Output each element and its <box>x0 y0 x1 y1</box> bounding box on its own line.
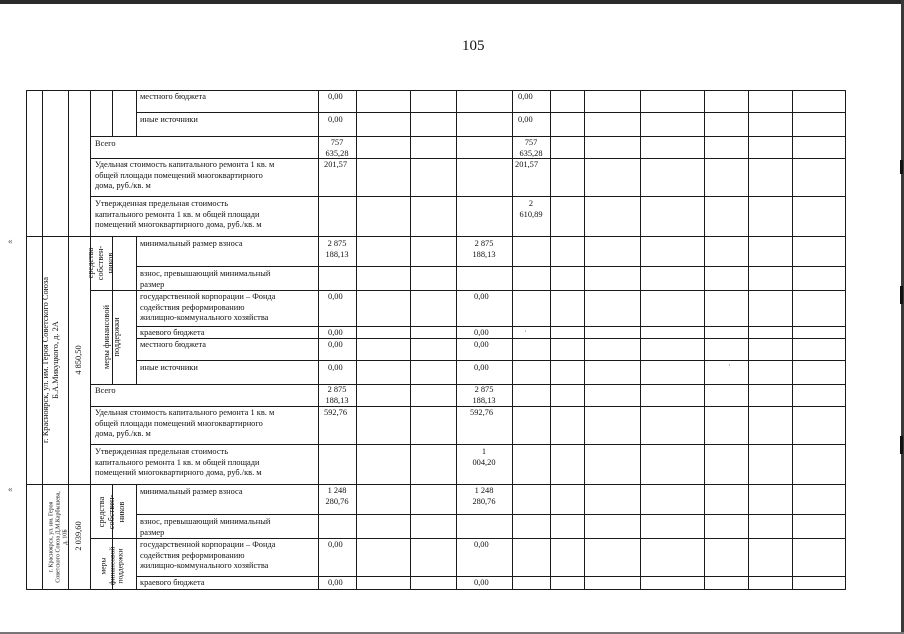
label-specific-cost: Удельная стоимость капитального ремонта 1 кв. м общей площади помещений многоквартирного дома, руб./кв. м <box>95 408 275 438</box>
label-other-sources: иные источники <box>140 115 198 124</box>
support-measures-label: меры финансовой поддержки <box>102 305 121 369</box>
label-total: Всего <box>95 386 116 395</box>
owners-funds-label: средства собствен- ников <box>97 494 126 530</box>
cell-value: 2 875 188,13 <box>325 385 349 405</box>
building-address: г. Красноярск, ул. им. Героя Советского Союза Д.М.Карбышева, д. 10Б <box>48 491 69 583</box>
cell-value: 0,00 <box>328 540 343 549</box>
label-regional-budget: краевого бюджета <box>140 328 205 337</box>
cell-value: 0,00 <box>328 363 343 372</box>
cell-value: 2 875 188,13 <box>472 385 496 405</box>
cell-value: 0,00 <box>328 328 343 337</box>
label-total: Всего <box>95 139 116 148</box>
label-state-corp: государственной корпорации – Фонда содействия реформированию жилищно-коммунального хозяйства <box>140 540 276 570</box>
label-approved-cost: Утвержденная предельная стоимость капитального ремонта 1 кв. м общей площади помещений многоквартирного дома, руб./кв. м <box>95 199 262 229</box>
cell-value: 592,76 <box>470 408 494 417</box>
owners-funds-label: средства собствен- ников <box>86 245 115 281</box>
cell-value: 0,00 <box>474 292 489 301</box>
label-local-budget: местного бюджета <box>140 340 207 349</box>
label-other-sources: иные источники <box>140 363 198 372</box>
cell-value: 0,00 <box>474 363 489 372</box>
cell-value: 1 004,20 <box>472 447 496 467</box>
cell-value: 757 635,28 <box>325 138 349 158</box>
cell-value: 0,00 <box>474 578 489 587</box>
building-address: г. Красноярск, ул. им. Героя Советского Союза Б.А.Микуцкого, д. 2А <box>41 277 60 443</box>
building-area: 2 039,60 <box>74 521 83 551</box>
side-mark: « <box>8 236 13 246</box>
side-mark: « <box>8 484 13 494</box>
label-min-contribution: минимальный размер взноса <box>140 487 243 496</box>
cell-value: 0,00 <box>328 92 343 101</box>
cell-value: 1 248 280,76 <box>472 486 496 506</box>
cell-value: 0,00 <box>518 92 533 101</box>
cell-value: 757 635,28 <box>519 138 543 158</box>
cell-value: 201,57 <box>515 160 539 169</box>
label-approved-cost: Утвержденная предельная стоимость капитального ремонта 1 кв. м общей площади помещений многоквартирного дома, руб./кв. м <box>95 447 262 477</box>
cell-value: 0,00 <box>328 578 343 587</box>
cell-value: 0,00 <box>328 340 343 349</box>
cell-value: 2 875 188,13 <box>472 239 496 259</box>
label-excess-contribution: взнос, превышающий минимальный размер <box>140 269 271 289</box>
cell-value: 0,00 <box>328 115 343 124</box>
cell-value: 0,00 <box>328 292 343 301</box>
page-number: 105 <box>462 38 485 54</box>
cell-value: 0,00 <box>474 540 489 549</box>
cell-value: 2 610,89 <box>519 199 543 219</box>
cell-value: 0,00 <box>474 328 489 337</box>
label-excess-contribution: взнос, превышающий минимальный размер <box>140 517 271 537</box>
support-measures-label: меры финансовой поддержки <box>98 546 125 586</box>
cell-value: 201,57 <box>324 160 348 169</box>
label-min-contribution: минимальный размер взноса <box>140 239 243 248</box>
building-area: 4 850,50 <box>74 345 83 375</box>
cell-value: 1 248 280,76 <box>325 486 349 506</box>
label-state-corp: государственной корпорации – Фонда содействия реформированию жилищно-коммунального хозяйства <box>140 292 276 322</box>
cell-value: 0,00 <box>518 115 533 124</box>
label-local-budget: местного бюджета <box>140 92 207 101</box>
cell-value: 2 875 188,13 <box>325 239 349 259</box>
label-specific-cost: Удельная стоимость капитального ремонта 1 кв. м общей площади помещений многоквартирного дома, руб./кв. м <box>95 160 275 190</box>
cell-value: 592,76 <box>324 408 348 417</box>
label-regional-budget: краевого бюджета <box>140 578 205 587</box>
cell-value: 0,00 <box>474 340 489 349</box>
